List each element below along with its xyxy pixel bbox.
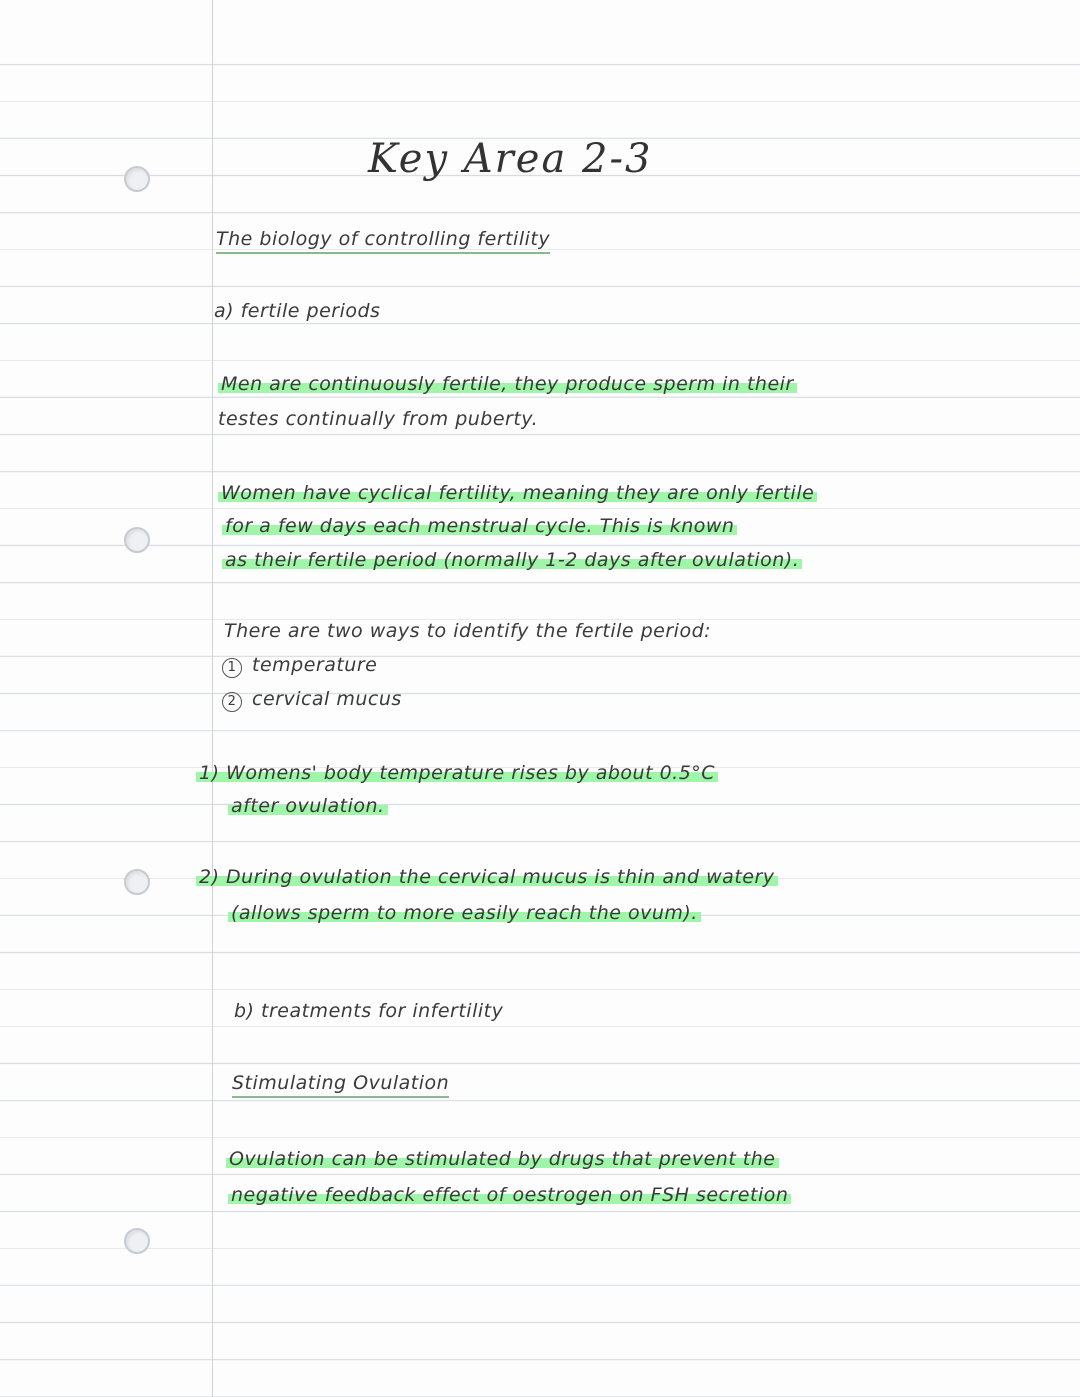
stimulating-heading: Stimulating Ovulation (232, 1072, 449, 1094)
binder-hole (124, 1228, 150, 1254)
ways-item-1: 1 temperature (222, 654, 377, 678)
point-1-line-1: 1) Womens' body temperature rises by about 0.5°C (196, 762, 718, 784)
women-line-3: as their fertile period (normally 1-2 days after ovulation). (222, 549, 802, 571)
ways-intro: There are two ways to identify the fertile period: (224, 620, 712, 642)
men-line-1: Men are continuously fertile, they produce sperm in their (218, 373, 797, 395)
binder-hole (124, 527, 150, 553)
ways-item-2: 2 cervical mucus (222, 688, 402, 712)
binder-hole (124, 166, 150, 192)
circled-number-2: 2 (222, 692, 242, 712)
ovulation-line-2: negative feedback effect of oestrogen on FSH secretion (228, 1184, 791, 1206)
page-title: Key Area 2-3 (368, 136, 653, 182)
point-2-line-2: (allows sperm to more easily reach the ovum). (228, 902, 701, 924)
circled-number-1: 1 (222, 658, 242, 678)
ovulation-line-1: Ovulation can be stimulated by drugs that prevent the (226, 1148, 779, 1170)
section-b-heading: b) treatments for infertility (234, 1000, 504, 1022)
men-line-2: testes continually from puberty. (218, 408, 539, 430)
women-line-2: for a few days each menstrual cycle. This is known (222, 515, 737, 537)
section-a-heading: a) fertile periods (214, 300, 381, 322)
subtitle: The biology of controlling fertility (216, 228, 550, 250)
point-1-line-2: after ovulation. (228, 795, 388, 817)
point-2-line-1: 2) During ovulation the cervical mucus is thin and watery (196, 866, 778, 888)
binder-hole (124, 869, 150, 895)
margin-line (212, 0, 213, 1397)
women-line-1: Women have cyclical fertility, meaning they are only fertile (218, 482, 817, 504)
